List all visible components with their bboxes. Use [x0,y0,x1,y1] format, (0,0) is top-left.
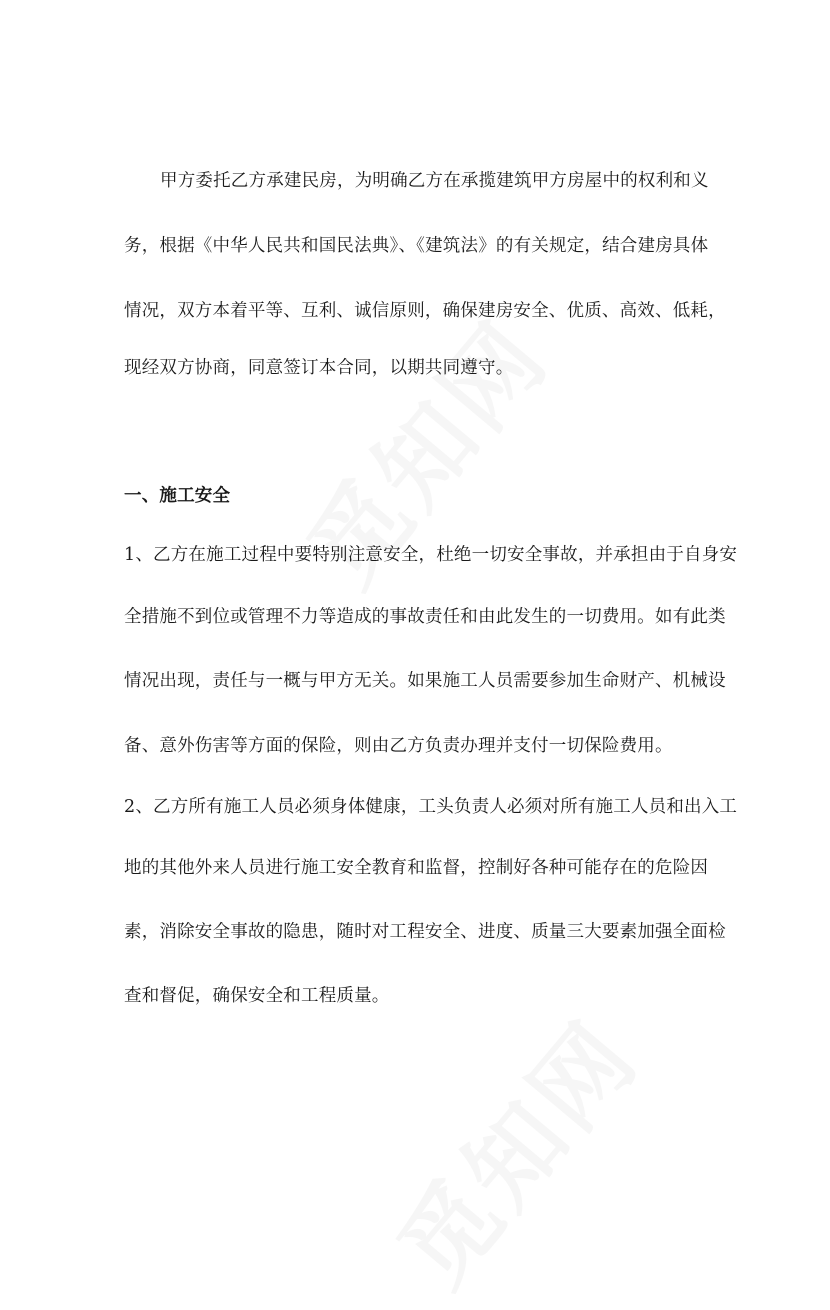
item1-line: 备、意外伤害等方面的保险，则由乙方负责办理并支付一切保险费用。 [124,736,673,756]
intro-line: 现经双方协商，同意签订本合同，以期共同遵守。 [124,358,514,378]
item2-line: 2、乙方所有施工人员必须身体健康，工头负责人必须对所有施工人员和出入工 [124,797,738,817]
item2-line: 地的其他外来人员进行施工安全教育和监督，控制好各种可能存在的危险因 [124,858,709,878]
intro-line: 甲方委托乙方承建民房，为明确乙方在承揽建筑甲方房屋中的权利和义 [160,171,709,191]
item1-line: 情况出现，责任与一概与甲方无关。如果施工人员需要参加生命财产、机械设 [124,671,726,691]
section-heading: 一、施工安全 [124,486,231,506]
item1-line: 1、乙方在施工过程中要特别注意安全，杜绝一切安全事故，并承担由于自身安 [124,545,738,565]
item2-line: 查和督促，确保安全和工程质量。 [124,986,390,1006]
watermark [362,987,664,1309]
item1-line: 全措施不到位或管理不力等造成的事故责任和由此发生的一切费用。如有此类 [124,607,726,627]
intro-line: 情况，双方本着平等、互利、诚信原则，确保建房安全、优质、高效、低耗， [124,301,726,321]
item2-line: 素，消除安全事故的隐患，随时对工程安全、进度、质量三大要素加强全面检 [124,922,726,942]
intro-line: 务，根据《中华人民共和国民法典》、《建筑法》的有关规定，结合建房具体 [124,236,709,256]
